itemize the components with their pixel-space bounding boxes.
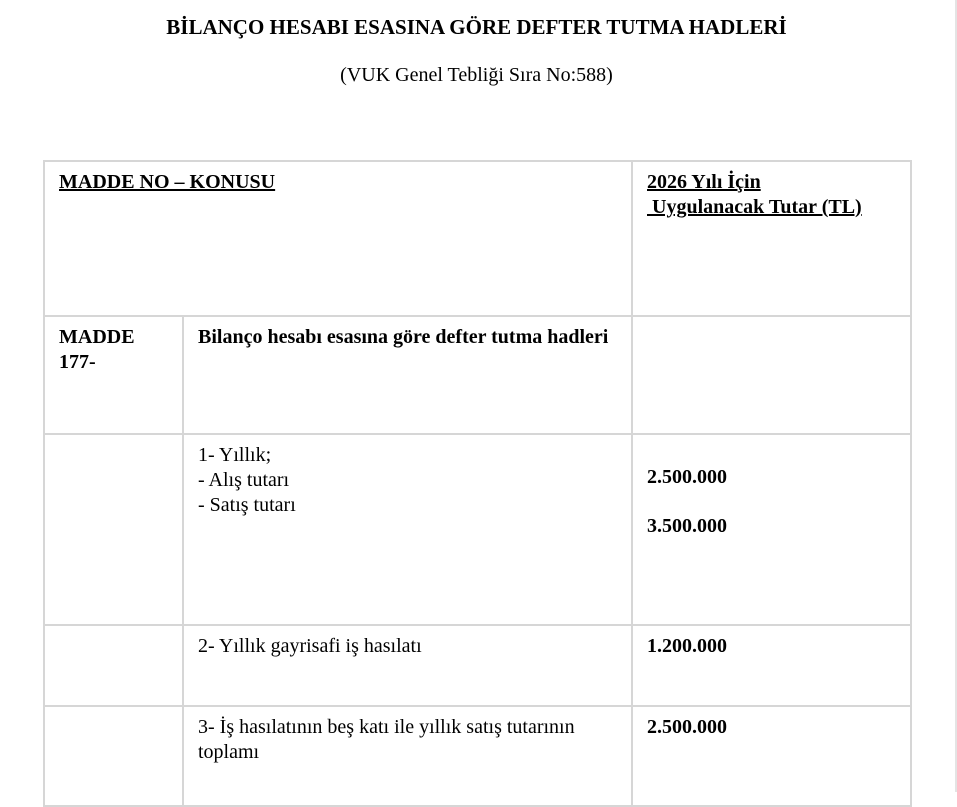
row-label-cell [44, 434, 183, 625]
row-description-cell [183, 434, 632, 625]
row-description-cell [183, 625, 632, 706]
row-label-cell [44, 706, 183, 806]
row-1-purchase: - Alış tutarı [198, 469, 290, 491]
table-row [44, 625, 911, 706]
header-amount-year: 2026 Yılı İçin [647, 171, 761, 193]
table-row [44, 706, 911, 806]
row-2-amount: 1.200.000 [647, 635, 727, 657]
row-description-cell [183, 706, 632, 806]
row-label-cell [44, 625, 183, 706]
document-title: BİLANÇO HESABI ESASINA GÖRE DEFTER TUTMA HADLERİ [166, 15, 787, 39]
row-amount-cell [632, 434, 911, 625]
header-amount-cell [632, 161, 911, 316]
table-header-row [44, 161, 911, 316]
article-amount-cell [632, 316, 911, 434]
header-subject: MADDE NO – KONUSU [59, 171, 276, 193]
row-1-sales-amount: 3.500.000 [647, 515, 727, 537]
row-3-description: 3- İş hasılatının beş katı ile yıllık satış tutarının toplamı [198, 716, 575, 763]
thresholds-table [43, 160, 912, 807]
article-title: Bilanço hesabı esasına göre defter tutma hadleri [198, 326, 609, 348]
row-3-amount: 2.500.000 [647, 716, 727, 738]
article-label-cell [44, 316, 183, 434]
article-label: MADDE [59, 326, 135, 348]
article-number: 177- [59, 351, 96, 373]
row-amount-cell [632, 706, 911, 806]
table-row [44, 434, 911, 625]
row-1-sales: - Satış tutarı [198, 494, 296, 516]
row-1-heading: 1- Yıllık; [198, 444, 272, 466]
article-row [44, 316, 911, 434]
document-subtitle: (VUK Genel Tebliği Sıra No:588) [340, 64, 613, 86]
header-amount-label: Uygulanacak Tutar (TL) [647, 196, 862, 218]
row-2-description: 2- Yıllık gayrisafi iş hasılatı [198, 635, 422, 657]
row-1-purchase-amount: 2.500.000 [647, 466, 727, 488]
row-amount-cell [632, 625, 911, 706]
article-title-cell [183, 316, 632, 434]
header-subject-cell [44, 161, 632, 316]
